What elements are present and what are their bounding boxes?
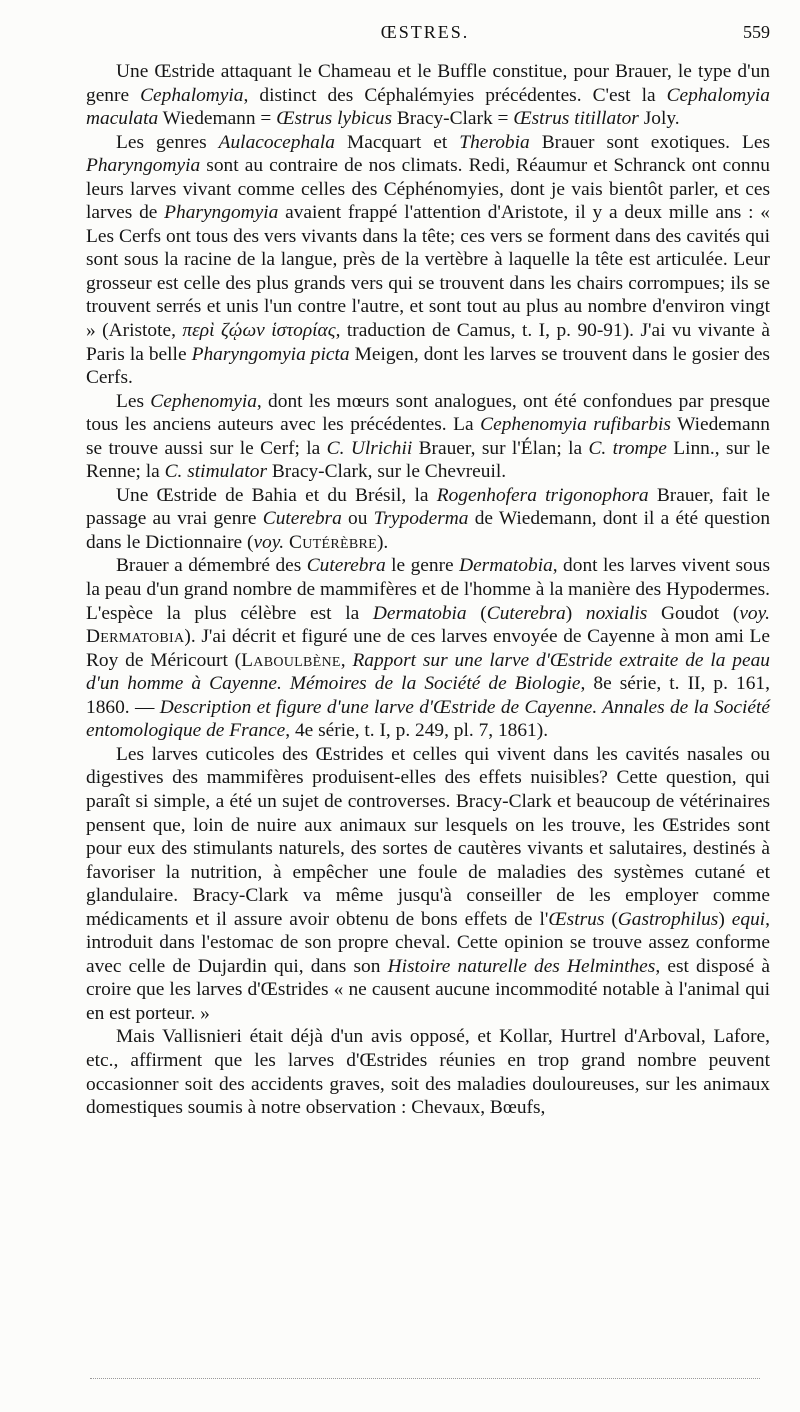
text-run: sont au contraire de nos climats. Redi, Réaumur et Schranck ont connu leurs larves vivant comme celles des Céphénomyies, dont je vais bientôt parler, et ces larves de bbox=[86, 155, 770, 224]
italic-run: C. trompe bbox=[588, 437, 667, 459]
text-run: Brauer sont exotiques. Les bbox=[529, 131, 770, 153]
italic-run: voy. bbox=[253, 531, 285, 553]
text-run: Brauer a démembré des bbox=[116, 555, 307, 577]
text-run: , bbox=[340, 649, 353, 671]
paragraph bbox=[86, 743, 770, 1026]
italic-run: Œstrus titillator bbox=[513, 108, 639, 130]
italic-run: voy. bbox=[739, 602, 770, 624]
italic-run: Rapport sur une larve d'Œstride extraite de la peau d'un homme à Cayenne. Mémoires de la Société de Biologie bbox=[86, 649, 770, 695]
text-run: Les bbox=[116, 390, 151, 412]
text-run: avaient frappé l'attention d'Aristote, il y a deux mille ans : « Les Cerfs ont tous des vers vivants dans la tête; ces vers se forment dans des cavités qui sont sous la racine de la langue, près de la vertèbre à laquelle la tête est articulée. Leur grosseur est celle des plus grands vers qui se trouvent dans les chairs corrompues; ils se trouvent serrés et unis l'un contre l'autre, et sont tout au plus au nombre d'environ vingt » (Aristote, bbox=[86, 202, 771, 342]
italic-run: Œstrus bbox=[548, 908, 605, 930]
text-run: ( bbox=[604, 908, 618, 930]
small-caps-run: Dermatobia bbox=[86, 626, 185, 648]
text-run: ). bbox=[376, 531, 389, 553]
text-run: Linn., sur le Renne; la bbox=[86, 437, 771, 483]
body-text bbox=[86, 60, 770, 1120]
text-run: ) bbox=[718, 908, 732, 930]
text-run: , 4e série, t. I, p. 249, pl. 7, 1861). bbox=[285, 720, 549, 742]
paragraph bbox=[86, 554, 770, 742]
running-head: ŒSTRES. bbox=[380, 22, 470, 42]
text-run: ) bbox=[565, 602, 586, 624]
italic-run: Pharyngomyia bbox=[164, 202, 279, 224]
text-run: Macquart et bbox=[334, 131, 460, 153]
text-run: Une Œstride attaquant le Chameau et le Buffle constitue, pour Brauer, le type d'un genre bbox=[86, 61, 770, 106]
italic-run: Dermatobia bbox=[459, 555, 553, 577]
italic-run: Pharyngomyia bbox=[86, 155, 201, 177]
paragraph bbox=[86, 131, 770, 390]
italic-run: περὶ ζῴων ἱστορίας bbox=[182, 320, 336, 342]
italic-run: Rogenhofera trigonophora bbox=[436, 484, 649, 506]
italic-run: Description et figure d'une larve d'Œstride de Cayenne. Annales de la Société entomologique de France bbox=[86, 696, 771, 742]
italic-run: Cephalomyia maculata bbox=[86, 84, 770, 130]
italic-run: Trypoderma bbox=[373, 508, 469, 530]
page-number: 559 bbox=[743, 22, 770, 42]
text-run: , est disposé à croire que les larves d'Œstrides « ne causent aucune incommodité notable à l'animal qui en est porteur. » bbox=[86, 955, 770, 1024]
text-run: Brauer, sur l'Élan; la bbox=[412, 437, 589, 459]
bottom-rule bbox=[90, 1378, 760, 1379]
text-run: , traduction de Camus, t. I, p. 90-91). J'ai vu vivante à Paris la belle bbox=[86, 320, 770, 365]
paragraph bbox=[86, 60, 770, 131]
text-run: ( bbox=[466, 602, 487, 624]
italic-run: C. stimulator bbox=[164, 461, 267, 483]
text-run: Meigen, dont les larves se trouvent dans le gosier des Cerfs. bbox=[86, 343, 770, 389]
text-run: , introduit dans l'estomac de son propre cheval. Cette opinion se trouve assez conforme avec celle de Dujardin qui, dans son bbox=[86, 908, 771, 977]
text-run: Bracy-Clark = bbox=[392, 108, 514, 130]
italic-run: Œstrus lybicus bbox=[276, 108, 392, 130]
paragraph bbox=[86, 390, 770, 484]
text-run: Goudot ( bbox=[647, 602, 740, 624]
text-run: le genre bbox=[385, 555, 460, 577]
italic-run: Cephenomyia bbox=[150, 390, 257, 412]
italic-run: equi bbox=[731, 908, 766, 930]
text-run: Joly. bbox=[638, 108, 680, 130]
italic-run: Cuterebra bbox=[262, 508, 342, 530]
small-caps-run: Laboulbène bbox=[241, 649, 341, 671]
text-run: Wiedemann se trouve aussi sur le Cerf; la bbox=[86, 414, 770, 459]
paragraph bbox=[86, 484, 770, 555]
text-run: , dont les larves vivent sous la peau d'un grand nombre de mammifères et de l'homme à la manière des Hypodermes. L'espèce la plus célèbre est la bbox=[86, 555, 770, 624]
text-run: ou bbox=[341, 508, 374, 530]
small-caps-run: Cutérèbre bbox=[289, 531, 377, 553]
italic-run: Therobia bbox=[459, 131, 530, 153]
text-run: Une Œstride de Bahia et du Brésil, la bbox=[116, 484, 437, 506]
text-run: de Wiedemann, dont il a été question dans le Dictionnaire ( bbox=[86, 508, 771, 553]
text-run: Bracy-Clark, sur le Chevreuil. bbox=[267, 461, 507, 483]
text-run: Brauer, fait le passage au vrai genre bbox=[86, 484, 771, 530]
italic-run: Cephenomyia rufibarbis bbox=[480, 414, 671, 436]
text-run: Mais Vallisnieri était déjà d'un avis opposé, et Kollar, Hurtrel d'Arboval, Lafore, etc., affirment que les larves d'Œstrides réunies en trop grand nombre peuvent occasionner soit des accidents graves, soit des maladies douloureuses, sur les animaux domestiques soumis à notre observation : Chevaux, Bœufs, bbox=[86, 1026, 770, 1119]
text-run: Les genres bbox=[116, 131, 219, 153]
italic-run: C. Ulrichii bbox=[326, 437, 413, 459]
text-run: Wiedemann = bbox=[158, 108, 277, 130]
italic-run: noxialis bbox=[585, 602, 648, 624]
italic-run: Cephalomyia bbox=[140, 84, 244, 106]
text-run: ). J'ai décrit et figuré une de ces larves envoyée de Cayenne à mon ami Le Roy de Méricourt ( bbox=[86, 626, 770, 671]
page-header bbox=[80, 22, 770, 52]
text-run: , dont les mœurs sont analogues, ont été confondues par presque tous les anciens auteurs avec les précédentes. La bbox=[86, 390, 770, 436]
italic-run: Histoire naturelle des Helminthes bbox=[387, 955, 656, 977]
italic-run: Gastrophilus bbox=[617, 908, 719, 930]
italic-run: Cuterebra bbox=[486, 602, 566, 624]
text-run: Les larves cuticoles des Œstrides et celles qui vivent dans les cavités nasales ou digestives des mammifères produisent-elles des effets nuisibles? Cette question, qui paraît si simple, a été un sujet de controverses. Bracy-Clark et beaucoup de vétérinaires pensent que, loin de nuire aux animaux sur lesquels on les trouve, les Œstrides sont pour eux des stimulants naturels, des sortes de cautères vivants et salutaires, destinés à favoriser la nutrition, à empêcher une foule de maladies des systèmes cutané et glandulaire. Bracy-Clark va même jusqu'à conseiller de les employer comme médicaments et il assure avoir obtenu de bons effets de l' bbox=[86, 743, 770, 930]
italic-run: Aulacocephala bbox=[218, 131, 335, 153]
italic-run: Pharyngomyia picta bbox=[191, 343, 350, 365]
paragraph bbox=[86, 1025, 770, 1119]
italic-run: Cuterebra bbox=[306, 555, 386, 577]
text-run: , distinct des Céphalémyies précédentes. C'est la bbox=[243, 84, 667, 106]
italic-run: Dermatobia bbox=[372, 602, 467, 624]
text-run: , 8e série, t. II, p. 161, 1860. — bbox=[86, 673, 770, 718]
